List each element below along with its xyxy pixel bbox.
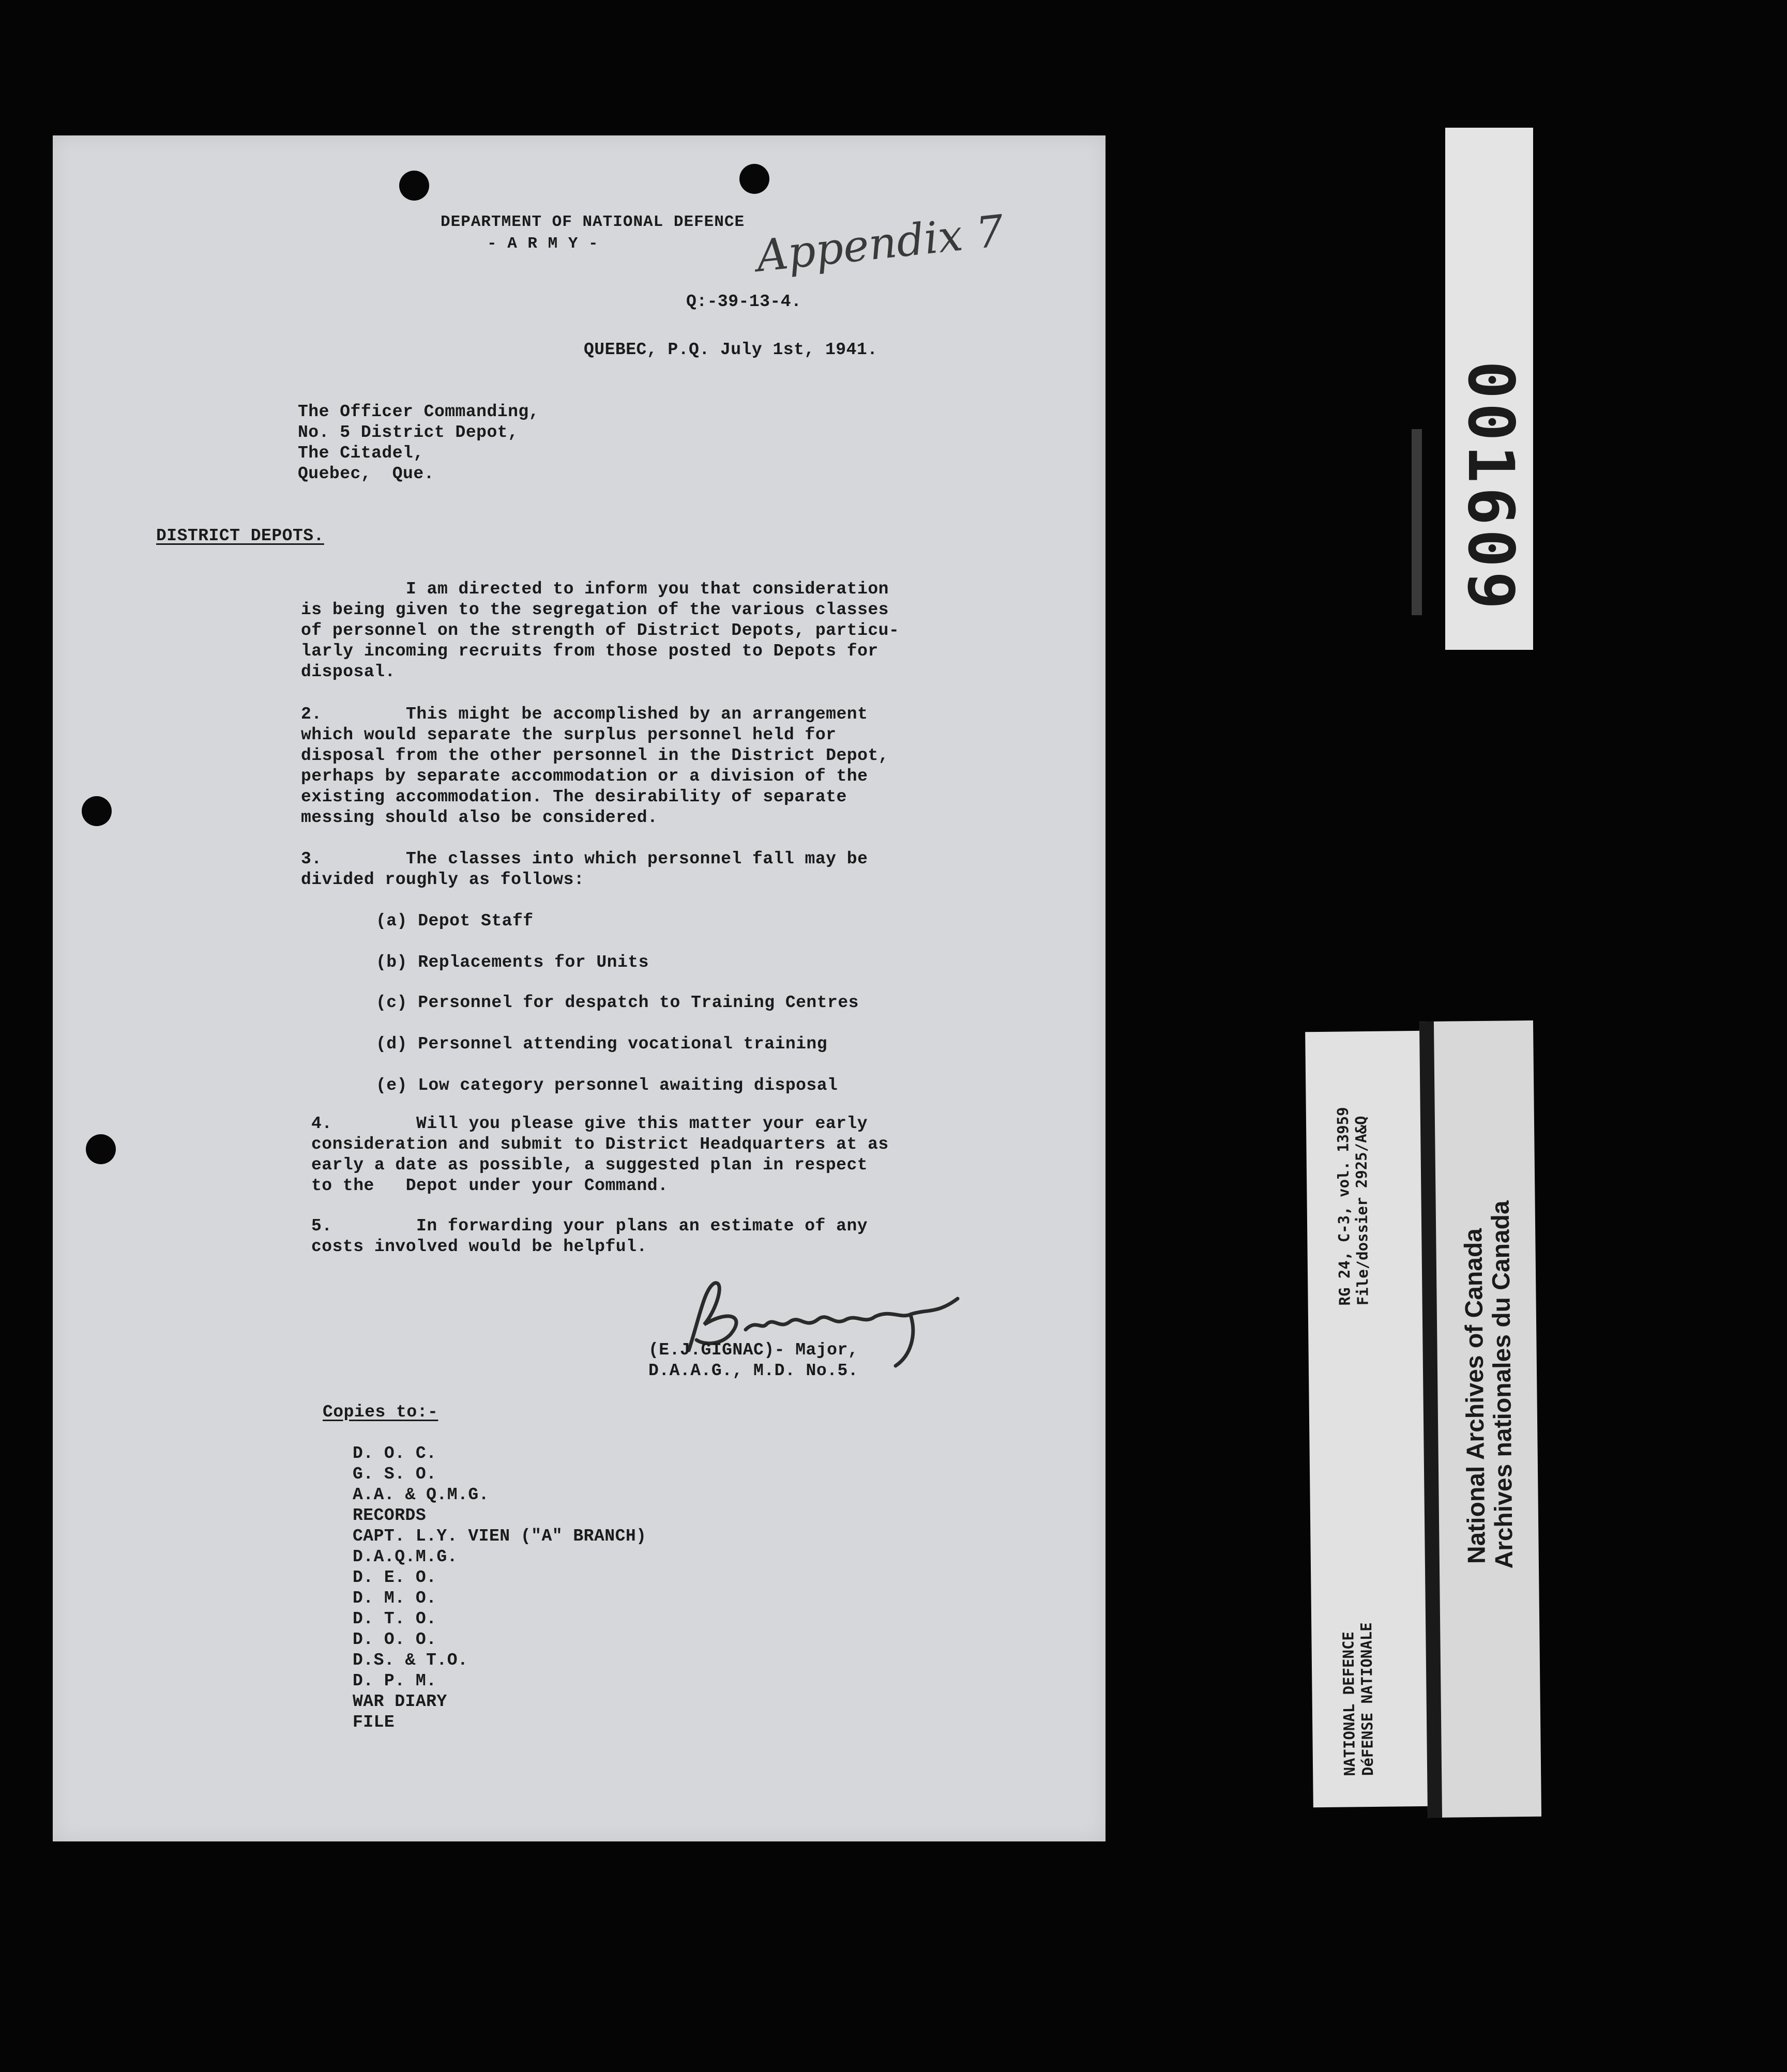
punch-hole bbox=[86, 1134, 116, 1164]
addressee-line: Quebec, Que. bbox=[298, 464, 434, 483]
archives-label-french: Archives nationales du Canada bbox=[1487, 1200, 1519, 1569]
document-page bbox=[53, 135, 1105, 1841]
defence-label-line-2: DéFENSE NATIONALE bbox=[1357, 1622, 1377, 1776]
paragraph-1-line: larly incoming recruits from those posted to Depots for bbox=[301, 642, 879, 661]
archives-label-english: National Archives of Canada bbox=[1460, 1228, 1491, 1564]
signatory-name: (E.J.GIGNAC)- Major, bbox=[648, 1340, 859, 1360]
copy-recipient: A.A. & Q.M.G. bbox=[353, 1485, 489, 1504]
copy-recipient: D.S. & T.O. bbox=[353, 1651, 468, 1670]
copy-recipient: CAPT. L.Y. VIEN ("A" BRANCH) bbox=[353, 1527, 647, 1546]
place-date: QUEBEC, P.Q. July 1st, 1941. bbox=[584, 340, 878, 359]
paragraph-4-line: 4. Will you please give this matter your early bbox=[311, 1114, 868, 1133]
paragraph-2-line: 2. This might be accomplished by an arrangement bbox=[301, 705, 868, 724]
copies-heading: Copies to:- bbox=[323, 1403, 438, 1422]
paragraph-5-line: costs involved would be helpful. bbox=[311, 1237, 647, 1256]
addressee-line: The Citadel, bbox=[298, 444, 424, 463]
copy-recipient: D. O. O. bbox=[353, 1630, 437, 1649]
copy-recipient: G. S. O. bbox=[353, 1465, 437, 1484]
paragraph-2-line: perhaps by separate accommodation or a division of the bbox=[301, 767, 868, 786]
handwritten-appendix-note: Appendix 7 bbox=[754, 205, 1006, 282]
copy-recipient: D.A.Q.M.G. bbox=[353, 1547, 458, 1566]
paragraph-1-line: I am directed to inform you that consideration bbox=[301, 580, 889, 599]
paragraph-3-line: 3. The classes into which personnel fall may be bbox=[301, 849, 868, 869]
punch-hole bbox=[82, 796, 112, 826]
copy-recipient: D. E. O. bbox=[353, 1568, 437, 1587]
copy-recipient: RECORDS bbox=[353, 1506, 427, 1525]
paragraph-1-line: is being given to the segregation of the various classes bbox=[301, 600, 889, 619]
film-edge-mark bbox=[1412, 429, 1422, 615]
addressee-line: No. 5 District Depot, bbox=[298, 423, 519, 442]
paragraph-4-line: to the Depot under your Command. bbox=[311, 1176, 669, 1195]
department-heading: DEPARTMENT OF NATIONAL DEFENCE bbox=[441, 213, 745, 231]
national-archives-label bbox=[1419, 1020, 1541, 1818]
paragraph-4-line: early a date as possible, a suggested plan in respect bbox=[311, 1155, 868, 1175]
copy-recipient: D. O. C. bbox=[353, 1444, 437, 1463]
paragraph-2-line: messing should also be considered. bbox=[301, 808, 658, 827]
copy-recipient: WAR DIARY bbox=[353, 1692, 447, 1711]
class-item: (e) Low category personnel awaiting disposal bbox=[376, 1076, 838, 1095]
paragraph-1-line: of personnel on the strength of District Depots, particu- bbox=[301, 621, 900, 640]
archive-ref-line-2: File/dossier 2925/A&Q bbox=[1352, 1116, 1372, 1306]
defence-label-line-1: NATIONAL DEFENCE bbox=[1339, 1631, 1359, 1776]
archive-ref-line-1: RG 24, C-3, vol. 13959 bbox=[1334, 1107, 1354, 1306]
army-heading: - A R M Y - bbox=[487, 235, 599, 253]
punch-hole bbox=[399, 171, 429, 201]
subject-heading: DISTRICT DEPOTS. bbox=[156, 526, 324, 545]
copy-recipient: D. T. O. bbox=[353, 1609, 437, 1628]
file-reference: Q:-39-13-4. bbox=[686, 292, 802, 311]
class-item: (a) Depot Staff bbox=[376, 911, 534, 931]
paragraph-2-line: existing accommodation. The desirability of separate bbox=[301, 787, 847, 806]
signatory-title: D.A.A.G., M.D. No.5. bbox=[648, 1361, 859, 1380]
copy-recipient: FILE bbox=[353, 1713, 395, 1732]
paragraph-2-line: which would separate the surplus personnel held for bbox=[301, 725, 837, 744]
paragraph-3-line: divided roughly as follows: bbox=[301, 870, 585, 889]
paragraph-5-line: 5. In forwarding your plans an estimate of any bbox=[311, 1216, 868, 1236]
copy-recipient: D. M. O. bbox=[353, 1589, 437, 1608]
paragraph-4-line: consideration and submit to District Headquarters at as bbox=[311, 1135, 889, 1154]
frame-number-strip bbox=[1445, 128, 1533, 650]
punch-hole bbox=[739, 164, 769, 194]
class-item: (d) Personnel attending vocational training bbox=[376, 1034, 828, 1054]
copy-recipient: D. P. M. bbox=[353, 1671, 437, 1690]
addressee-line: The Officer Commanding, bbox=[298, 402, 539, 421]
frame-number: 001609 bbox=[1454, 361, 1527, 614]
class-item: (c) Personnel for despatch to Training Centres bbox=[376, 993, 859, 1012]
paragraph-1-line: disposal. bbox=[301, 662, 396, 681]
archive-reference-label bbox=[1305, 1031, 1435, 1807]
class-item: (b) Replacements for Units bbox=[376, 953, 649, 972]
paragraph-2-line: disposal from the other personnel in the District Depot, bbox=[301, 746, 889, 765]
